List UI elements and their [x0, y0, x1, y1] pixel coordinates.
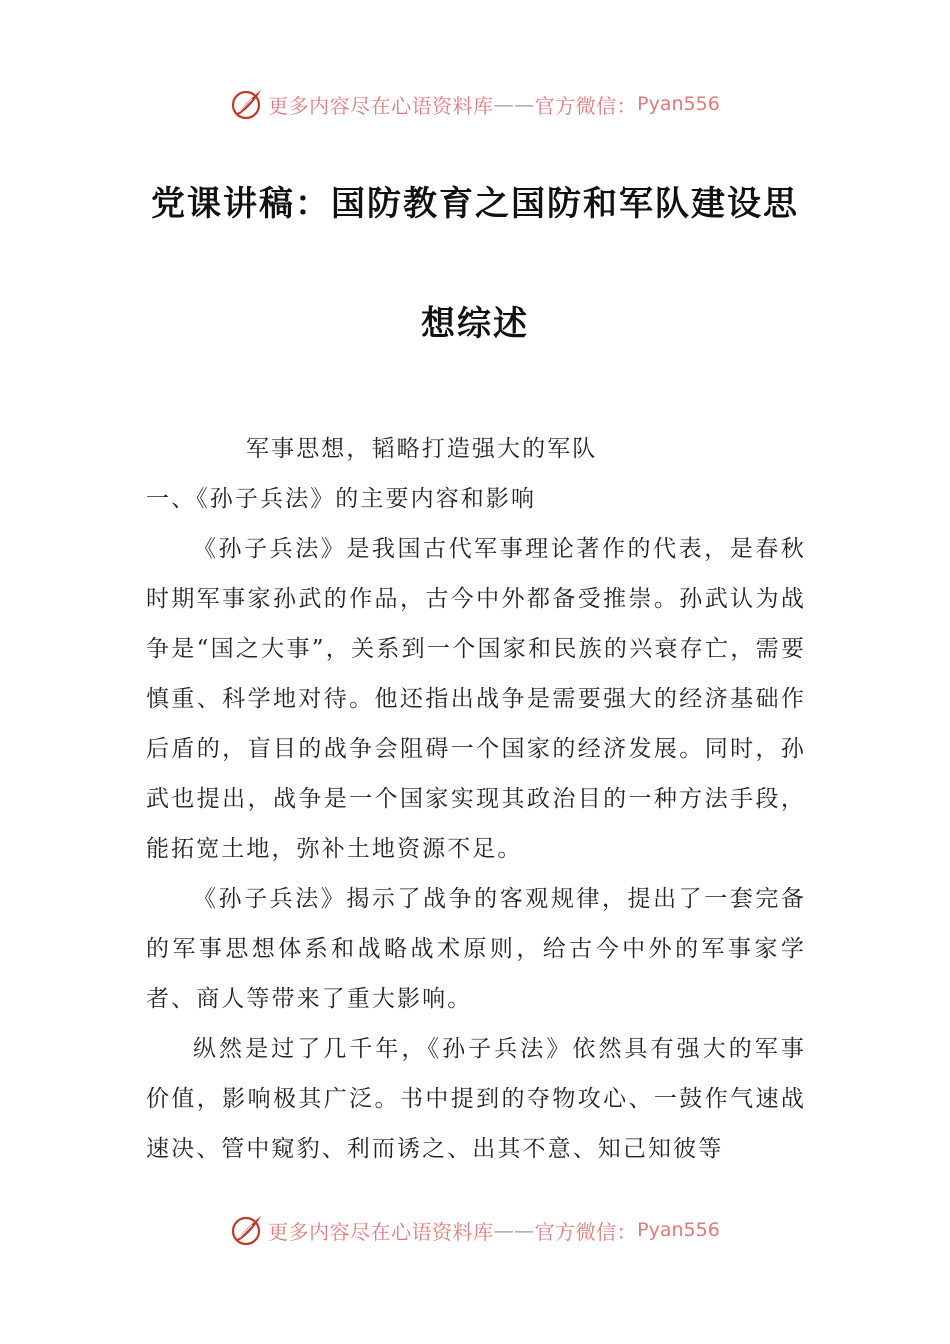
document-title-line-2: 想综述 — [421, 304, 529, 344]
quill-pen-logo-icon — [230, 1213, 264, 1247]
document-title-line-1: 党课讲稿：国防教育之国防和军队建设思 — [151, 184, 799, 224]
header-banner — [0, 84, 950, 124]
banner-wechat-label: 官方微信： — [534, 1219, 638, 1244]
banner-wechat-label: 官方微信： — [534, 93, 638, 118]
banner-text: 更多内容尽在心语资料库 — [268, 93, 494, 118]
banner-text: 更多内容尽在心语资料库 — [268, 1219, 494, 1244]
banner-separator: —— — [493, 1218, 535, 1242]
footer-banner — [0, 1210, 950, 1250]
banner-wechat-id: Pyan556 — [637, 1219, 720, 1241]
document-subtitle: 军事思想，韬略打造强大的军队 — [246, 436, 598, 462]
section-heading: 一、《孙子兵法》的主要内容和影响 — [146, 486, 537, 512]
document-body — [146, 424, 806, 1174]
body-paragraph: 《孙子兵法》揭示了战争的客观规律，提出了一套完备的军事思想体系和战略战术原则，给古今中外的军事家学者、商人等带来了重大影响。 — [146, 886, 806, 1012]
quill-pen-logo-icon — [230, 87, 264, 121]
banner-wechat-id: Pyan556 — [637, 93, 720, 115]
body-paragraph: 纵然是过了几千年，《孙子兵法》依然具有强大的军事价值，影响极其广泛。书中提到的夺物攻心、一鼓作气速战速决、管中窥豹、利而诱之、出其不意、知己知彼等 — [146, 1036, 806, 1162]
body-paragraph: 《孙子兵法》是我国古代军事理论著作的代表，是春秋时期军事家孙武的作品，古今中外都备受推崇。孙武认为战争是“国之大事”，关系到一个国家和民族的兴衰存亡，需要慎重、科学地对待。他还指出战争是需要强大的经济基础作后盾的，盲目的战争会阻碍一个国家的经济发展。同时，孙武也提出，战争是一个国家实现其政治目的一种方法手段，能拓宽土地，弥补土地资源不足。 — [146, 536, 806, 862]
banner-separator: —— — [493, 92, 535, 116]
